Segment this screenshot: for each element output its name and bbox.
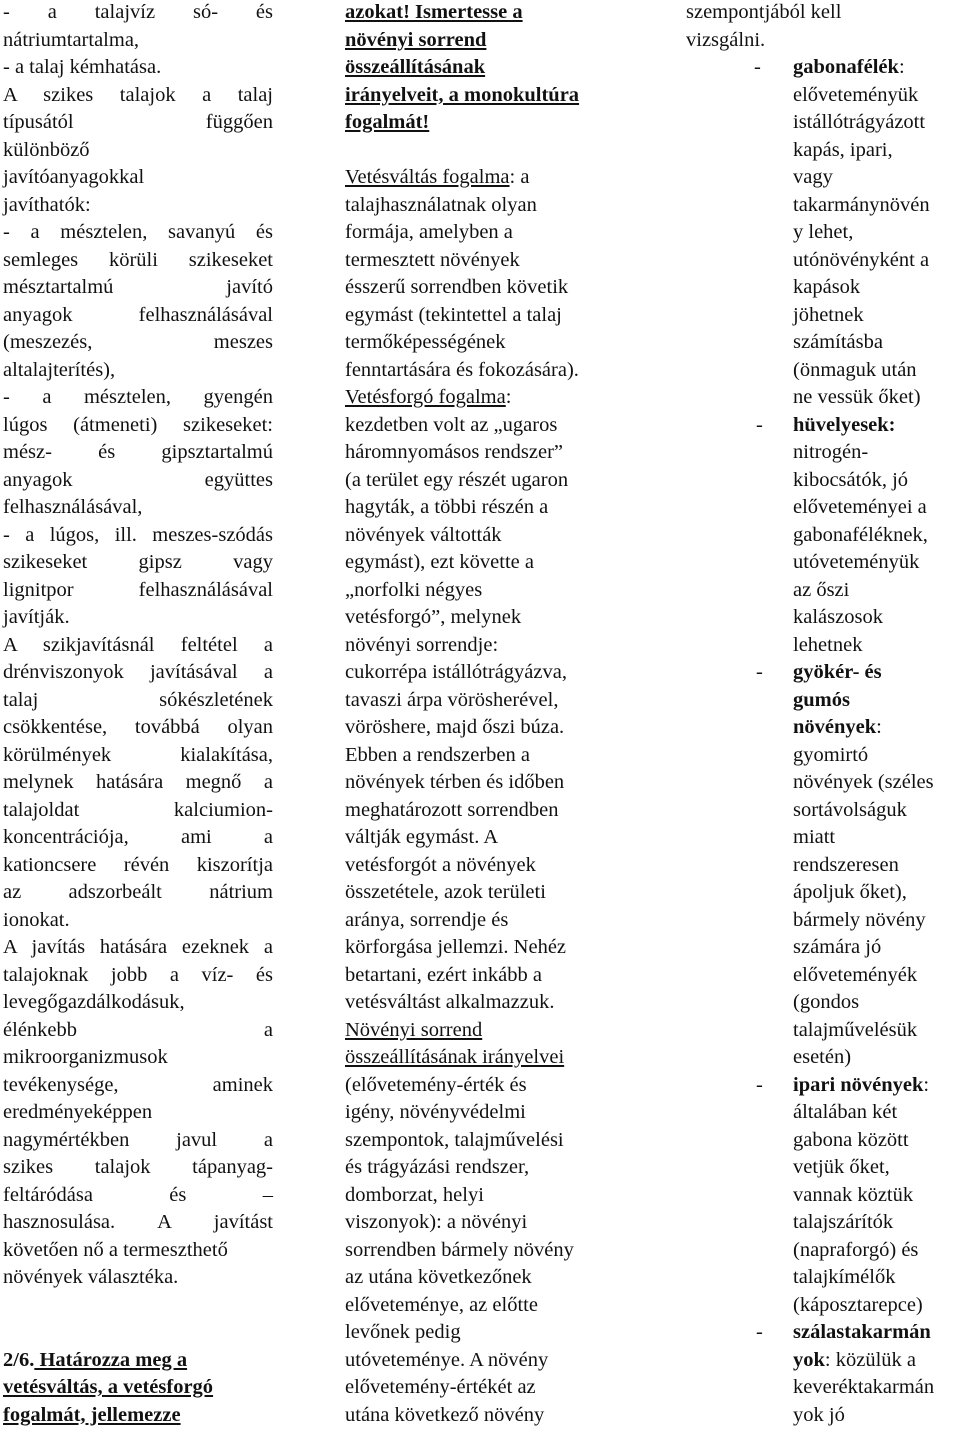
text-line: - a talaj kémhatása. <box>3 54 273 82</box>
text-line: talajoknak jobb a víz- és <box>3 962 273 990</box>
text-line: kalászosok <box>686 604 958 632</box>
text-span: : <box>923 1074 929 1096</box>
text-line: talaj sókészletének <box>3 687 273 715</box>
question-text: Határozza meg a <box>34 1349 187 1371</box>
text-line: az őszi <box>686 577 958 605</box>
text-line: miatt <box>686 824 958 852</box>
question-text: fogalmát, jellemezze <box>3 1402 273 1429</box>
text-line: koncentrációja, ami a <box>3 824 273 852</box>
list-item-term: szálastakarmán <box>793 1321 931 1343</box>
text-line: (elővetemény-érték és <box>345 1072 630 1100</box>
text-line: termőképességének <box>345 329 630 357</box>
definition-term: Vetésforgó fogalma <box>345 386 506 408</box>
text-line: ne vessük őket) <box>686 384 958 412</box>
list-item-heading <box>0 54 958 82</box>
list-bullet: - <box>756 1072 763 1100</box>
text-line: talajművelésük <box>686 1017 958 1045</box>
text-line: szikes talajok tápanyag- <box>3 1154 273 1182</box>
text-line: szikeseket gipsz vagy <box>3 549 273 577</box>
text-line: növények térben és időben <box>345 769 630 797</box>
text-line: hasznosulása. A javítást <box>3 1209 273 1237</box>
text-line: kationcsere révén kiszorítja <box>3 852 273 880</box>
text-line: yok jó <box>686 1402 958 1429</box>
text-span: : közülük a <box>825 1349 916 1371</box>
list-item-term: gabonafélék <box>793 56 899 78</box>
text-line: sortávolságuk <box>686 797 958 825</box>
text-span: : <box>899 56 905 78</box>
text-line: mész- és gipsztartalmú <box>3 439 273 467</box>
text-line: (a terület egy részét ugaron <box>345 467 630 495</box>
list-item-term: gumós <box>686 687 958 715</box>
text-line: talajszárítók <box>686 1209 958 1237</box>
text-line: A javítás hatására ezeknek a <box>3 934 273 962</box>
text-line: összetétele, azok területi <box>345 879 630 907</box>
text-line: ápoljuk őket), <box>686 879 958 907</box>
definition-heading <box>345 384 630 412</box>
text-line: vagy <box>686 164 958 192</box>
text-line: levőnek pedig <box>345 1319 630 1347</box>
spacer <box>3 1292 273 1347</box>
column-3 <box>686 0 958 1429</box>
text-line: mikroorganizmusok <box>3 1044 273 1072</box>
text-line: és trágyázási rendszer, <box>345 1154 630 1182</box>
text-line: kibocsátók, jó <box>686 467 958 495</box>
text-line: levegőgazdálkodásuk, <box>3 989 273 1017</box>
text-line: jöhetnek <box>686 302 958 330</box>
definition-term: összeállításának irányelvei <box>345 1044 630 1072</box>
definition-term: Vetésváltás fogalma <box>345 166 510 188</box>
text-line: utóveteménye. A növény <box>345 1347 630 1375</box>
text-line: az adszorbeált nátrium <box>3 879 273 907</box>
text-line: előveteménye, az előtte <box>345 1292 630 1320</box>
spacer <box>345 137 630 165</box>
text-line: sorrendben bármely növény <box>345 1237 630 1265</box>
text-line: drénviszonyok javításával a <box>3 659 273 687</box>
text-line: gabona között <box>686 1127 958 1155</box>
text-line: kapások <box>686 274 958 302</box>
text-line: - a talajvíz só- és <box>3 0 273 27</box>
text-line: vetésforgó”, melynek <box>345 604 630 632</box>
text-line: általában két <box>686 1099 958 1127</box>
text-line: vannak köztük <box>686 1182 958 1210</box>
text-line: utána következő növény <box>345 1402 630 1429</box>
question-heading <box>3 1347 273 1375</box>
list-item-heading <box>686 1319 958 1347</box>
text-line: vizsgálni. <box>686 27 958 55</box>
text-line: nagymértékben javul a <box>3 1127 273 1155</box>
text-line: keveréktakarmán <box>686 1374 958 1402</box>
list-item-term: növények <box>793 716 876 738</box>
question-text: összeállításának <box>345 54 630 82</box>
list-bullet: - <box>756 1319 763 1347</box>
text-line: növények választéka. <box>3 1264 273 1292</box>
text-span: : <box>876 716 882 738</box>
text-span: : <box>506 386 512 408</box>
text-line: körforgása jellemzi. Nehéz <box>345 934 630 962</box>
text-line: (önmaguk után <box>686 357 958 385</box>
text-line: igény, növényvédelmi <box>345 1099 630 1127</box>
text-line: háromnyomásos rendszer” <box>345 439 630 467</box>
text-line: előveteményei a <box>686 494 958 522</box>
text-line: domborzat, helyi <box>345 1182 630 1210</box>
text-line: nitrogén- <box>686 439 958 467</box>
text-line: - a mésztelen, gyengén <box>3 384 273 412</box>
text-line: A szikjavításnál feltétel a <box>3 632 273 660</box>
question-text: azokat! Ismertesse a <box>345 0 630 27</box>
text-line: formája, amelyben a <box>345 219 630 247</box>
text-line: betartani, ezért inkább a <box>345 962 630 990</box>
text-line: cukorrépa istállótrágyázva, <box>345 659 630 687</box>
text-line: feltáródása és – <box>3 1182 273 1210</box>
list-bullet: - <box>756 412 763 440</box>
list-item-heading <box>686 714 958 742</box>
list-item-term: hüvelyesek: <box>793 414 896 436</box>
text-line: rendszeresen <box>686 852 958 880</box>
text-line: bármely növény <box>686 907 958 935</box>
text-line: mésztartalmú javító <box>3 274 273 302</box>
text-line: semleges körüli szikeseket <box>3 247 273 275</box>
text-line: (napraforgó) és <box>686 1237 958 1265</box>
definition-heading <box>345 164 630 192</box>
text-line: számára jó <box>686 934 958 962</box>
text-line: felhasználásával, <box>3 494 273 522</box>
definition-term: Növényi sorrend <box>345 1017 630 1045</box>
text-line: hagyták, a többi részén a <box>345 494 630 522</box>
column-1 <box>3 0 273 1429</box>
text-line: vetjük őket, <box>686 1154 958 1182</box>
list-bullet: - <box>756 659 763 687</box>
text-line: lehetnek <box>686 632 958 660</box>
text-line: az utána következőnek <box>345 1264 630 1292</box>
text-line: növényi sorrendje: <box>345 632 630 660</box>
text-line: nátriumtartalma, <box>3 27 273 55</box>
list-item-term: yok <box>793 1349 825 1371</box>
text-line: anyagok együttes <box>3 467 273 495</box>
list-item-term: ipari növények <box>793 1074 923 1096</box>
list-item-term: gyökér- és <box>793 661 882 683</box>
question-text: irányelveit, a monokultúra <box>345 82 630 110</box>
text-line: körülmények kialakítása, <box>3 742 273 770</box>
list-item-heading <box>686 1072 958 1100</box>
text-line: A szikes talajok a talaj <box>3 82 273 110</box>
text-line: (meszezés, meszes <box>3 329 273 357</box>
text-line: előveteményük <box>686 82 958 110</box>
text-line: növények váltották <box>345 522 630 550</box>
text-line: csökkentése, továbbá olyan <box>3 714 273 742</box>
text-line: javítóanyagokkal <box>3 164 273 192</box>
text-line: istállótrágyázott <box>686 109 958 137</box>
text-line: ionokat. <box>3 907 273 935</box>
text-line: javítják. <box>3 604 273 632</box>
text-line: elővetemény-értékét az <box>345 1374 630 1402</box>
text-line: gyomirtó <box>686 742 958 770</box>
text-line: javíthatók: <box>3 192 273 220</box>
text-span: : a <box>510 166 530 188</box>
question-text: növényi sorrend <box>345 27 630 55</box>
text-line: takarmánynövén <box>686 192 958 220</box>
text-line: melynek hatására megnő a <box>3 769 273 797</box>
list-item <box>0 54 958 82</box>
text-line: vetésforgót a növények <box>345 852 630 880</box>
text-line: kapás, ipari, <box>686 137 958 165</box>
text-line: (gondos <box>686 989 958 1017</box>
text-line: váltják egymást. A <box>345 824 630 852</box>
text-line: növények (széles <box>686 769 958 797</box>
text-line: fenntartására és fokozására). <box>345 357 630 385</box>
text-line: termesztett növények <box>345 247 630 275</box>
text-line: számításba <box>686 329 958 357</box>
text-line: utóveteményük <box>686 549 958 577</box>
text-line: vöröshere, majd őszi búza. <box>345 714 630 742</box>
text-line: előveteményék <box>686 962 958 990</box>
text-line: (káposztarepce) <box>686 1292 958 1320</box>
text-line: tavaszi árpa vörösherével, <box>345 687 630 715</box>
text-line: talajoldat kalciumion- <box>3 797 273 825</box>
list-item-heading <box>686 412 958 440</box>
text-line: egymást (tekintettel a talaj <box>345 302 630 330</box>
text-line: élénkebb a <box>3 1017 273 1045</box>
text-line: vetésváltást alkalmazzuk. <box>345 989 630 1017</box>
text-line: szempontok, talajművelési <box>345 1127 630 1155</box>
text-line: „norfolki négyes <box>345 577 630 605</box>
text-line: viszonyok): a növényi <box>345 1209 630 1237</box>
question-number: 2/6. <box>3 1349 34 1371</box>
text-line: lignitpor felhasználásával <box>3 577 273 605</box>
text-line: talajkímélők <box>686 1264 958 1292</box>
text-line: kezdetben volt az „ugaros <box>345 412 630 440</box>
text-line: eredményeképpen <box>3 1099 273 1127</box>
text-line: gabonaféléknek, <box>686 522 958 550</box>
text-line: különböző <box>3 137 273 165</box>
column-2 <box>345 0 630 1429</box>
text-line: lúgos (átmeneti) szikeseket: <box>3 412 273 440</box>
text-line: típusától függően <box>3 109 273 137</box>
text-line: esetén) <box>686 1044 958 1072</box>
text-line: utónövényként a <box>686 247 958 275</box>
text-line: talajhasználatnak olyan <box>345 192 630 220</box>
text-line: - a lúgos, ill. meszes-szódás <box>3 522 273 550</box>
text-line: ésszerű sorrendben követik <box>345 274 630 302</box>
list-item-heading <box>686 1347 958 1375</box>
text-line: egymást), ezt követte a <box>345 549 630 577</box>
text-line: szempontjából kell <box>686 0 958 27</box>
text-line: követően nő a termeszthető <box>3 1237 273 1265</box>
text-line: Ebben a rendszerben a <box>345 742 630 770</box>
text-line: aránya, sorrendje és <box>345 907 630 935</box>
text-line: tevékenysége, aminek <box>3 1072 273 1100</box>
question-text: fogalmát! <box>345 109 630 137</box>
list-item-heading <box>686 659 958 687</box>
text-line: - a mésztelen, savanyú és <box>3 219 273 247</box>
text-line: meghatározott sorrendben <box>345 797 630 825</box>
question-text: vetésváltás, a vetésforgó <box>3 1374 273 1402</box>
list-bullet: - <box>754 54 761 82</box>
text-line: altalajterítés), <box>3 357 273 385</box>
text-line: y lehet, <box>686 219 958 247</box>
text-line: anyagok felhasználásával <box>3 302 273 330</box>
